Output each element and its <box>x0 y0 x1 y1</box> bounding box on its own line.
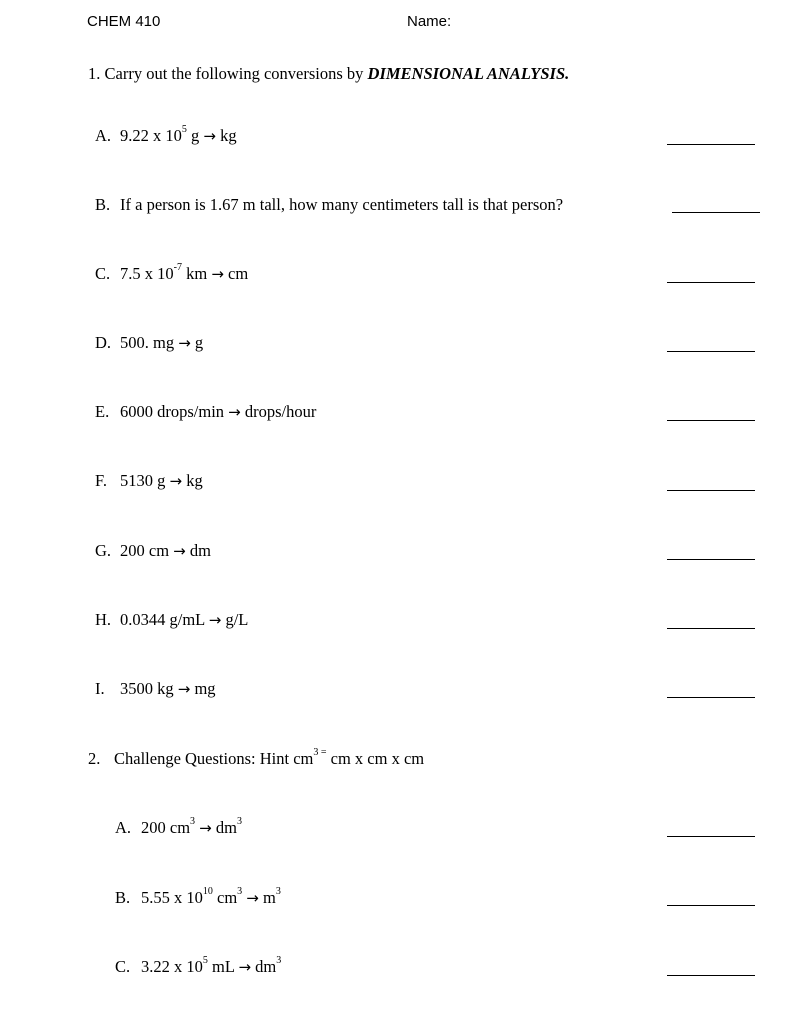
arrow-icon: → <box>173 542 186 560</box>
arrow-icon: → <box>211 265 224 283</box>
answer-blank-a[interactable] <box>667 144 755 145</box>
item-c-unit-from: km <box>181 264 212 283</box>
challenge-a-exponent-from: 3 <box>190 816 196 827</box>
item-g-unit-to: dm <box>185 541 211 560</box>
item-f-letter: F. <box>95 471 107 490</box>
item-h-letter: H. <box>95 610 112 629</box>
name-label: Name: <box>407 13 452 30</box>
item-i-unit-from: 3500 kg <box>120 679 178 698</box>
answer-blank-challenge-a[interactable] <box>667 836 755 837</box>
answer-blank-e[interactable] <box>667 420 755 421</box>
challenge-b-letter: B. <box>115 888 131 907</box>
challenge-c-unit-from: mL <box>207 957 239 976</box>
item-c-exponent: -7 <box>173 262 182 273</box>
question-1-number: 1. <box>88 64 101 83</box>
answer-blank-challenge-c[interactable] <box>667 975 755 976</box>
item-d-unit-from: 500. mg <box>120 333 179 352</box>
challenge-c-exponent-to: 3 <box>276 955 282 966</box>
question-1-emphasis: DIMENSIONAL ANALYSIS. <box>367 64 570 83</box>
answer-blank-f[interactable] <box>667 490 755 491</box>
item-e-unit-to: drops/hour <box>240 402 317 421</box>
item-e-letter: E. <box>95 402 110 421</box>
answer-blank-i[interactable] <box>667 697 755 698</box>
question-1-prompt: Carry out the following conversions by <box>104 64 364 83</box>
challenge-c-value: 3.22 x 10 <box>141 957 203 976</box>
item-a-unit-to: kg <box>215 126 237 145</box>
challenge-a <box>115 818 242 838</box>
item-a <box>95 126 237 146</box>
item-f-unit-from: 5130 g <box>120 471 170 490</box>
item-i-unit-to: mg <box>190 679 216 698</box>
arrow-icon: → <box>203 127 216 145</box>
item-h-unit-to: g/L <box>221 610 249 629</box>
answer-blank-d[interactable] <box>667 351 755 352</box>
arrow-icon: → <box>208 611 222 629</box>
item-b <box>95 195 563 215</box>
challenge-b-exponent: 10 <box>202 886 213 897</box>
question-2-exponent: 3 = <box>313 747 327 758</box>
arrow-icon: → <box>199 819 212 837</box>
challenge-c-unit-to: dm <box>251 957 277 976</box>
item-a-letter: A. <box>95 126 112 145</box>
challenge-a-unit-to: dm <box>211 818 237 837</box>
challenge-c <box>115 957 281 977</box>
question-2-hint-expansion: cm x cm x cm <box>326 749 425 768</box>
item-c-unit-to: cm <box>223 264 249 283</box>
item-i <box>95 679 216 699</box>
answer-blank-b[interactable] <box>672 212 760 213</box>
question-2-hint: Challenge Questions: Hint cm <box>114 749 314 768</box>
challenge-b-value: 5.55 x 10 <box>141 888 203 907</box>
arrow-icon: → <box>169 472 183 490</box>
course-code: CHEM 410 <box>87 13 161 30</box>
question-1 <box>88 64 569 84</box>
arrow-icon: → <box>177 680 191 698</box>
challenge-a-exponent-to: 3 <box>236 816 242 827</box>
arrow-icon: → <box>178 334 191 352</box>
challenge-b-unit-to: m <box>258 888 276 907</box>
answer-blank-h[interactable] <box>667 628 755 629</box>
challenge-b-exponent-to: 3 <box>275 886 281 897</box>
arrow-icon: → <box>228 403 241 421</box>
challenge-c-exponent: 5 <box>202 955 208 966</box>
question-2 <box>88 749 424 769</box>
challenge-b-unit-from: cm <box>212 888 238 907</box>
item-f-unit-to: kg <box>182 471 203 490</box>
challenge-c-letter: C. <box>115 957 131 976</box>
item-b-letter: B. <box>95 195 111 214</box>
challenge-b <box>115 888 281 908</box>
item-c-letter: C. <box>95 264 111 283</box>
item-a-exponent: 5 <box>181 124 187 135</box>
answer-blank-c[interactable] <box>667 282 755 283</box>
arrow-icon: → <box>246 889 259 907</box>
answer-blank-challenge-b[interactable] <box>667 905 755 906</box>
item-a-value: 9.22 x 10 <box>120 126 182 145</box>
item-g-letter: G. <box>95 541 112 560</box>
item-e-unit-from: 6000 drops/min <box>120 402 229 421</box>
item-g <box>95 541 211 561</box>
item-g-unit-from: 200 cm <box>120 541 174 560</box>
item-c-value: 7.5 x 10 <box>120 264 174 283</box>
item-c <box>95 264 248 284</box>
item-f <box>95 471 203 491</box>
challenge-a-letter: A. <box>115 818 132 837</box>
item-d-unit-to: g <box>190 333 204 352</box>
item-d-letter: D. <box>95 333 112 352</box>
item-h-unit-from: 0.0344 g/mL <box>120 610 209 629</box>
answer-blank-g[interactable] <box>667 559 755 560</box>
item-d <box>95 333 203 353</box>
arrow-icon: → <box>238 958 252 976</box>
item-h <box>95 610 248 630</box>
item-a-unit-from: g <box>186 126 204 145</box>
challenge-a-unit-from: 200 cm <box>141 818 191 837</box>
item-i-letter: I. <box>95 679 105 698</box>
challenge-b-exponent-from: 3 <box>237 886 243 897</box>
question-2-number: 2. <box>88 749 101 768</box>
item-e <box>95 402 316 422</box>
item-b-text: If a person is 1.67 m tall, how many centimeters tall is that person? <box>120 195 564 214</box>
